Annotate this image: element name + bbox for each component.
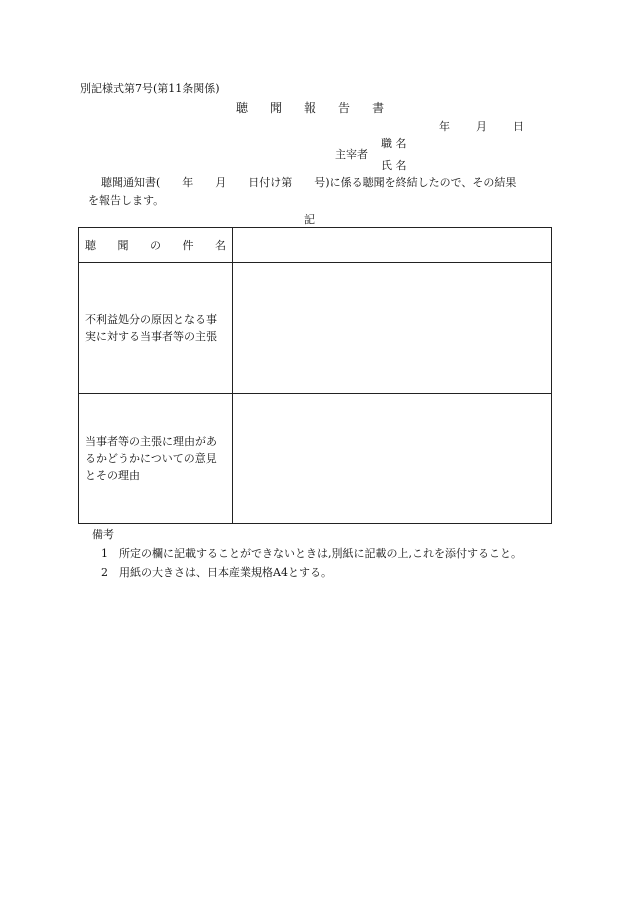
body-text-line2: を報告します。: [88, 194, 165, 207]
ki-marker: 記: [304, 213, 315, 226]
date-month: 月: [476, 120, 487, 133]
hearing-title-field[interactable]: [233, 228, 552, 263]
hearing-title-label: [79, 228, 233, 263]
note-item: 1 所定の欄に記載することができないときは,別紙に記載の上,これを添付すること。: [101, 547, 522, 560]
table-row: [79, 394, 552, 524]
date-line: [439, 118, 524, 134]
document-title: [236, 99, 406, 116]
title-char: 聞: [270, 101, 283, 115]
label-char: 件: [182, 238, 194, 252]
body-text-line1: 聴聞通知書( 年 月 日付け第 号)に係る聴聞を終結したので、その結果: [101, 176, 517, 189]
table-row: [79, 263, 552, 394]
position-label: 職 名: [381, 137, 407, 150]
party-claim-field[interactable]: [233, 263, 552, 394]
label-char: 聞: [117, 238, 129, 252]
title-char: 聴: [236, 101, 249, 115]
form-number: 別記様式第7号(第11条関係): [80, 82, 220, 95]
notes-heading: 備考: [92, 528, 114, 541]
name-label: 氏 名: [381, 159, 407, 172]
opinion-label: 当事者等の主張に理由があるかどうかについての意見とその理由: [79, 394, 233, 524]
label-char: 聴: [85, 238, 96, 252]
note-item: 2 用紙の大きさは、日本産業規格A4とする。: [101, 566, 332, 579]
title-char: 報: [304, 101, 317, 115]
presider-label: 主宰者: [335, 148, 368, 161]
opinion-field[interactable]: [233, 394, 552, 524]
party-claim-label: 不利益処分の原因となる事実に対する当事者等の主張: [79, 263, 233, 394]
title-char: 書: [372, 101, 385, 115]
table-row: [79, 228, 552, 263]
label-char: 名: [215, 238, 226, 252]
date-day: 日: [513, 120, 524, 133]
label-char: の: [150, 238, 161, 252]
date-year: 年: [439, 120, 450, 133]
hearing-table: [78, 227, 552, 524]
title-char: 告: [338, 101, 351, 115]
